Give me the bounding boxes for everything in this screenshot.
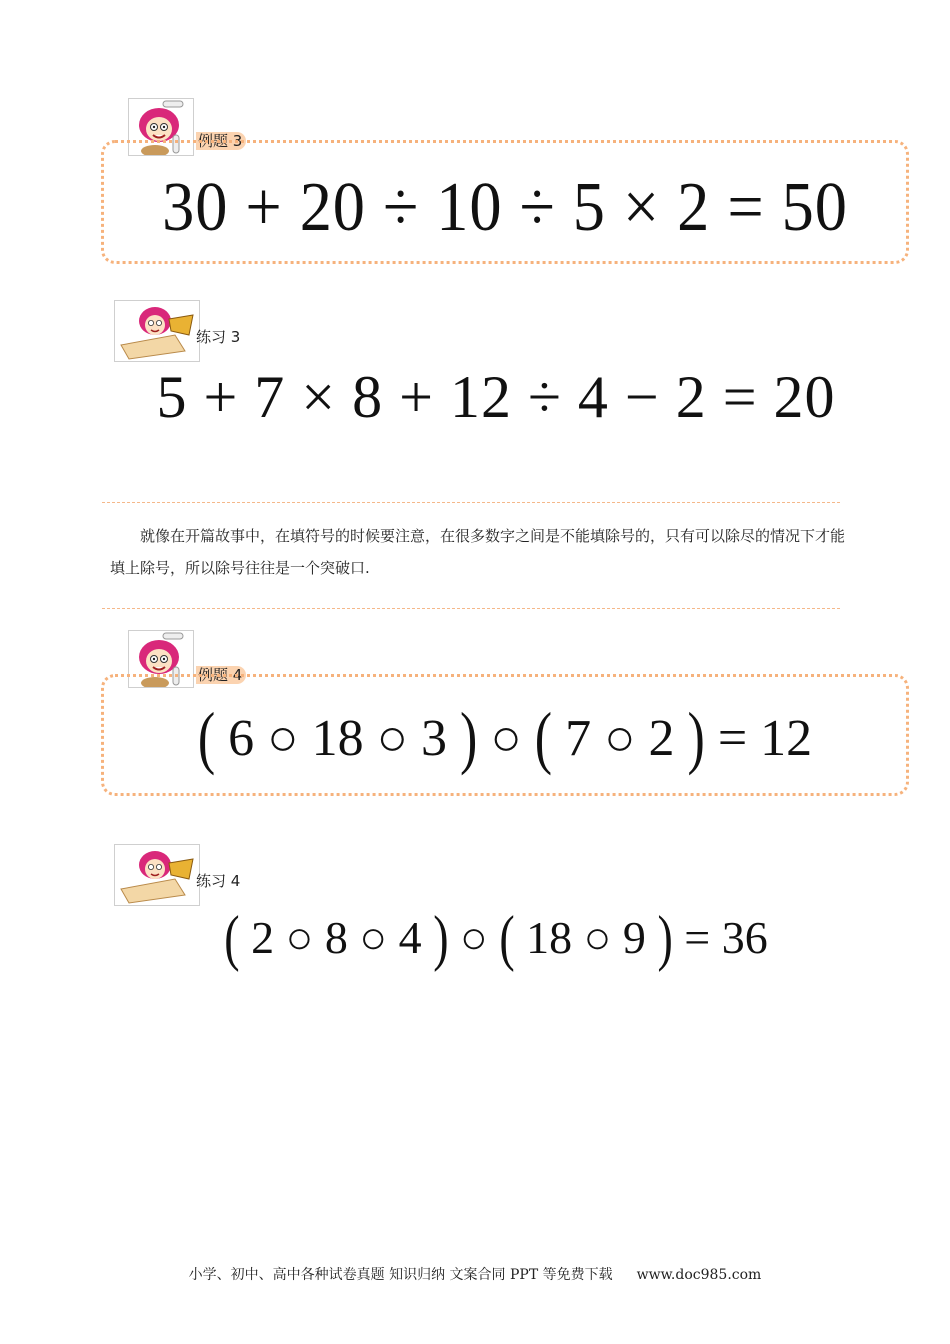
footer-url-link[interactable]: www.doc985.com [636, 1267, 762, 1283]
example-3-equation: 30 + 20 ÷ 10 ÷ 5 × 2 = 50 [162, 169, 848, 246]
example-4-label: 例题 4 [196, 666, 246, 684]
divider-bottom [102, 608, 840, 609]
example-3-label: 例题 3 [196, 132, 246, 150]
practice-4-group-2: 18 ○ 9 [526, 912, 646, 963]
divider-top [102, 502, 840, 503]
cartoon-girl-scroll-icon [114, 844, 200, 906]
practice-4-label: 练习 4 [196, 872, 241, 890]
practice-4-group-1: 2 ○ 8 ○ 4 [251, 912, 422, 963]
footer-text: 小学、初中、高中各种试卷真题 知识归纳 文案合同 PPT 等免费下载 [188, 1267, 613, 1283]
example-4-group-2: 7 ○ 2 [565, 710, 675, 767]
example-4-equation: ( 6 ○ 18 ○ 3 ) ○ ( 7 ○ 2 ) = 12 [197, 699, 813, 777]
cartoon-girl-scroll-icon [114, 300, 200, 362]
tip-paragraph: 就像在开篇故事中，在填符号的时候要注意，在很多数字之间是不能填除号的，只有可以除尽的情况下才能填上除号，所以除号往往是一个突破口. [110, 527, 846, 577]
practice-4-equation: ( 2 ○ 8 ○ 4 ) ○ ( 18 ○ 9 ) = 36 [224, 902, 768, 972]
practice-3-label: 练习 3 [196, 328, 241, 346]
example-4-group-1: 6 ○ 18 ○ 3 [228, 710, 447, 767]
example-4-result: = 12 [717, 710, 813, 767]
page-footer [0, 1264, 950, 1284]
practice-3-equation: 5 + 7 × 8 + 12 ÷ 4 − 2 = 20 [156, 364, 836, 430]
practice-4-result: = 36 [684, 912, 768, 963]
example-4-operator: ○ [490, 710, 522, 767]
practice-4-operator: ○ [460, 912, 488, 963]
